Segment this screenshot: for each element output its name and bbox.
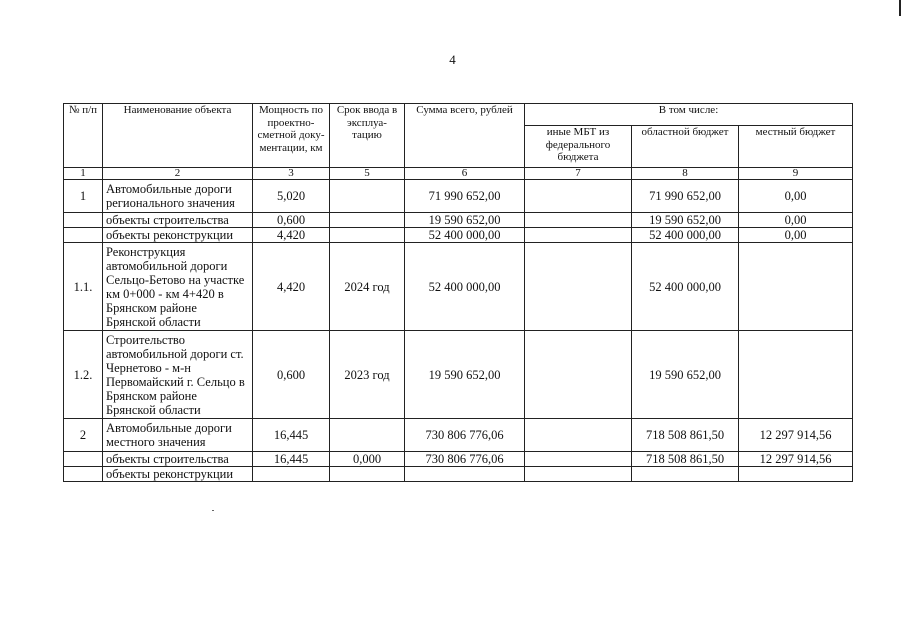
column-number: 5 — [330, 168, 405, 180]
table-row — [64, 180, 853, 213]
cell-capacity — [253, 467, 330, 482]
cell-capacity: 5,020 — [253, 180, 330, 213]
cell-term: 2023 год — [330, 331, 405, 419]
column-number: 8 — [632, 168, 739, 180]
cell-capacity: 16,445 — [253, 419, 330, 452]
cell-local — [739, 243, 853, 331]
cell-term — [330, 419, 405, 452]
cell-name: Строительство автомобильной дороги ст. Чернетово - м-н Первомайский г. Сельцо в Брянском районе Брянской области — [103, 331, 253, 419]
cell-no: 1.1. — [64, 243, 103, 331]
header-no: № п/п — [64, 104, 103, 168]
cell-no — [64, 213, 103, 228]
cell-sum: 52 400 000,00 — [405, 243, 525, 331]
column-number: 7 — [525, 168, 632, 180]
header-regional: областной бюджет — [632, 126, 739, 168]
cell-sum: 71 990 652,00 — [405, 180, 525, 213]
header-local: местный бюджет — [739, 126, 853, 168]
header-term: Срок ввода в эксплуа-тацию — [330, 104, 405, 168]
cell-regional: 718 508 861,50 — [632, 419, 739, 452]
table-row — [64, 213, 853, 228]
cell-local: 0,00 — [739, 213, 853, 228]
page-number: 4 — [449, 52, 456, 67]
cell-mbt — [525, 452, 632, 467]
cell-regional: 52 400 000,00 — [632, 243, 739, 331]
cell-term — [330, 180, 405, 213]
cell-capacity: 4,420 — [253, 243, 330, 331]
cell-mbt — [525, 180, 632, 213]
cell-no: 2 — [64, 419, 103, 452]
cell-local: 0,00 — [739, 228, 853, 243]
table-row — [64, 452, 853, 467]
column-number: 6 — [405, 168, 525, 180]
cell-no — [64, 228, 103, 243]
cell-local — [739, 467, 853, 482]
column-number: 1 — [64, 168, 103, 180]
cell-capacity: 0,600 — [253, 213, 330, 228]
cell-mbt — [525, 243, 632, 331]
cell-sum: 19 590 652,00 — [405, 213, 525, 228]
cell-name: объекты реконструкции — [103, 467, 253, 482]
cell-regional: 19 590 652,00 — [632, 213, 739, 228]
cell-regional: 19 590 652,00 — [632, 331, 739, 419]
cell-term — [330, 213, 405, 228]
cell-term — [330, 228, 405, 243]
cell-local: 12 297 914,56 — [739, 452, 853, 467]
header-mbt: иные МБТ из федерального бюджета — [525, 126, 632, 168]
header-name: Наименование объекта — [103, 104, 253, 168]
cell-name: объекты строительства — [103, 452, 253, 467]
cell-local: 12 297 914,56 — [739, 419, 853, 452]
column-number: 3 — [253, 168, 330, 180]
table-row — [64, 228, 853, 243]
column-number: 9 — [739, 168, 853, 180]
cell-no — [64, 452, 103, 467]
column-number-row — [64, 168, 853, 180]
cell-sum: 730 806 776,06 — [405, 452, 525, 467]
budget-table — [63, 103, 853, 482]
cell-capacity: 16,445 — [253, 452, 330, 467]
header-capacity: Мощность по проектно-сметной доку-ментации, км — [253, 104, 330, 168]
cell-term — [330, 467, 405, 482]
cell-sum: 730 806 776,06 — [405, 419, 525, 452]
cell-sum: 19 590 652,00 — [405, 331, 525, 419]
scan-edge-mark — [899, 0, 901, 16]
cell-name: Реконструкция автомобильной дороги Сельцо-Бетово на участке км 0+000 - км 4+420 в Брянском районе Брянской области — [103, 243, 253, 331]
cell-no: 1 — [64, 180, 103, 213]
header-including: В том числе: — [525, 104, 853, 126]
cell-mbt — [525, 467, 632, 482]
cell-no: 1.2. — [64, 331, 103, 419]
table-row — [64, 419, 853, 452]
table-row — [64, 331, 853, 419]
table-row — [64, 467, 853, 482]
cell-sum: 52 400 000,00 — [405, 228, 525, 243]
cell-no — [64, 467, 103, 482]
cell-local: 0,00 — [739, 180, 853, 213]
cell-term: 0,000 — [330, 452, 405, 467]
cell-name: Автомобильные дороги регионального значения — [103, 180, 253, 213]
cell-regional — [632, 467, 739, 482]
cell-local — [739, 331, 853, 419]
scan-speck — [212, 510, 214, 511]
cell-name: Автомобильные дороги местного значения — [103, 419, 253, 452]
cell-regional: 71 990 652,00 — [632, 180, 739, 213]
cell-name: объекты строительства — [103, 213, 253, 228]
cell-term: 2024 год — [330, 243, 405, 331]
cell-capacity: 4,420 — [253, 228, 330, 243]
cell-mbt — [525, 228, 632, 243]
cell-regional: 52 400 000,00 — [632, 228, 739, 243]
cell-mbt — [525, 419, 632, 452]
cell-mbt — [525, 331, 632, 419]
cell-sum — [405, 467, 525, 482]
column-number: 2 — [103, 168, 253, 180]
cell-regional: 718 508 861,50 — [632, 452, 739, 467]
table-row — [64, 243, 853, 331]
cell-name: объекты реконструкции — [103, 228, 253, 243]
header-sum: Сумма всего, рублей — [405, 104, 525, 168]
cell-capacity: 0,600 — [253, 331, 330, 419]
cell-mbt — [525, 213, 632, 228]
